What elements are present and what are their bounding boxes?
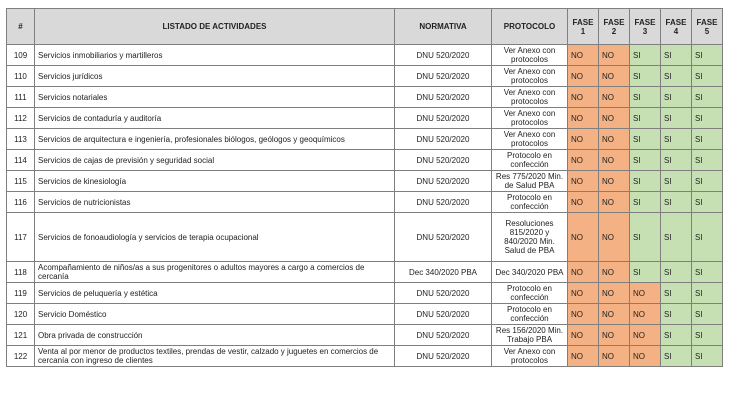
phase-status-cell: SI [692, 304, 723, 325]
activity-cell: Servicios jurídicos [35, 66, 395, 87]
normativa-cell: DNU 520/2020 [395, 304, 492, 325]
table-row [7, 192, 723, 213]
phase-status-cell: NO [630, 283, 661, 304]
phase-status-cell: SI [692, 108, 723, 129]
phase-status-cell: NO [568, 171, 599, 192]
normativa-cell: DNU 520/2020 [395, 45, 492, 66]
phase-status-cell: SI [692, 213, 723, 262]
table-row [7, 346, 723, 367]
activity-cell: Servicios de nutricionistas [35, 192, 395, 213]
phase-status-cell: NO [568, 45, 599, 66]
phase-status-cell: SI [630, 262, 661, 283]
col-header-normativa: NORMATIVA [395, 9, 492, 45]
table-row [7, 325, 723, 346]
row-number: 116 [7, 192, 35, 213]
col-header-num: # [7, 9, 35, 45]
phase-status-cell: NO [599, 108, 630, 129]
normativa-cell: DNU 520/2020 [395, 213, 492, 262]
activities-table-container [6, 8, 723, 367]
phase-status-cell: SI [661, 87, 692, 108]
col-header-activities: LISTADO DE ACTIVIDADES [35, 9, 395, 45]
phase-status-cell: NO [630, 304, 661, 325]
table-row [7, 171, 723, 192]
activity-cell: Acompañamiento de niños/as a sus progenitores o adultos mayores a cargo a comercios de cercanía [35, 262, 395, 283]
phase-status-cell: NO [568, 66, 599, 87]
phase-status-cell: SI [661, 325, 692, 346]
phase-status-cell: NO [568, 304, 599, 325]
row-number: 114 [7, 150, 35, 171]
normativa-cell: DNU 520/2020 [395, 129, 492, 150]
normativa-cell: DNU 520/2020 [395, 283, 492, 304]
col-header-fase-5: FASE 5 [692, 9, 723, 45]
activity-cell: Servicios de arquitectura e ingeniería, profesionales biólogos, geólogos y geoquímicos [35, 129, 395, 150]
row-number: 115 [7, 171, 35, 192]
table-row [7, 129, 723, 150]
phase-status-cell: SI [692, 129, 723, 150]
phase-status-cell: SI [661, 45, 692, 66]
phase-status-cell: SI [661, 192, 692, 213]
col-header-fase-1: FASE 1 [568, 9, 599, 45]
row-number: 122 [7, 346, 35, 367]
normativa-cell: DNU 520/2020 [395, 192, 492, 213]
normativa-cell: Dec 340/2020 PBA [395, 262, 492, 283]
activities-table [6, 8, 723, 367]
protocolo-cell: Res 156/2020 Min. Trabajo PBA [492, 325, 568, 346]
phase-status-cell: SI [692, 171, 723, 192]
protocolo-cell: Protocolo en confección [492, 304, 568, 325]
table-row [7, 283, 723, 304]
protocolo-cell: Ver Anexo con protocolos [492, 346, 568, 367]
protocolo-cell: Dec 340/2020 PBA [492, 262, 568, 283]
normativa-cell: DNU 520/2020 [395, 325, 492, 346]
phase-status-cell: NO [599, 346, 630, 367]
phase-status-cell: NO [599, 283, 630, 304]
header-row [7, 9, 723, 45]
activity-cell: Servicios de kinesiología [35, 171, 395, 192]
phase-status-cell: SI [661, 108, 692, 129]
phase-status-cell: SI [692, 262, 723, 283]
phase-status-cell: NO [630, 346, 661, 367]
phase-status-cell: NO [599, 45, 630, 66]
activity-cell: Servicios de fonoaudiología y servicios de terapia ocupacional [35, 213, 395, 262]
normativa-cell: DNU 520/2020 [395, 108, 492, 129]
table-row [7, 150, 723, 171]
table-row [7, 213, 723, 262]
normativa-cell: DNU 520/2020 [395, 171, 492, 192]
normativa-cell: DNU 520/2020 [395, 66, 492, 87]
protocolo-cell: Protocolo en confección [492, 192, 568, 213]
normativa-cell: DNU 520/2020 [395, 346, 492, 367]
phase-status-cell: NO [568, 213, 599, 262]
normativa-cell: DNU 520/2020 [395, 150, 492, 171]
table-row [7, 262, 723, 283]
row-number: 112 [7, 108, 35, 129]
phase-status-cell: SI [661, 213, 692, 262]
phase-status-cell: NO [599, 325, 630, 346]
table-row [7, 45, 723, 66]
activity-cell: Servicios de contaduría y auditoría [35, 108, 395, 129]
phase-status-cell: SI [692, 87, 723, 108]
phase-status-cell: NO [599, 150, 630, 171]
row-number: 118 [7, 262, 35, 283]
phase-status-cell: NO [599, 213, 630, 262]
phase-status-cell: NO [599, 87, 630, 108]
phase-status-cell: SI [630, 213, 661, 262]
phase-status-cell: SI [630, 45, 661, 66]
phase-status-cell: SI [692, 192, 723, 213]
phase-status-cell: SI [661, 150, 692, 171]
phase-status-cell: NO [568, 346, 599, 367]
protocolo-cell: Res 775/2020 Min. de Salud PBA [492, 171, 568, 192]
phase-status-cell: SI [630, 192, 661, 213]
phase-status-cell: SI [692, 150, 723, 171]
phase-status-cell: SI [661, 346, 692, 367]
activity-cell: Servicio Doméstico [35, 304, 395, 325]
phase-status-cell: NO [568, 150, 599, 171]
activity-cell: Obra privada de construcción [35, 325, 395, 346]
row-number: 110 [7, 66, 35, 87]
phase-status-cell: NO [599, 66, 630, 87]
col-header-fase-2: FASE 2 [599, 9, 630, 45]
phase-status-cell: NO [630, 325, 661, 346]
activity-cell: Servicios inmobiliarios y martilleros [35, 45, 395, 66]
activity-cell: Servicios de cajas de previsión y seguridad social [35, 150, 395, 171]
phase-status-cell: SI [630, 87, 661, 108]
phase-status-cell: SI [630, 171, 661, 192]
phase-status-cell: SI [661, 304, 692, 325]
protocolo-cell: Ver Anexo con protocolos [492, 66, 568, 87]
row-number: 111 [7, 87, 35, 108]
phase-status-cell: SI [630, 150, 661, 171]
row-number: 120 [7, 304, 35, 325]
phase-status-cell: NO [568, 325, 599, 346]
phase-status-cell: NO [568, 283, 599, 304]
phase-status-cell: SI [630, 66, 661, 87]
phase-status-cell: NO [568, 262, 599, 283]
phase-status-cell: NO [568, 129, 599, 150]
phase-status-cell: SI [661, 171, 692, 192]
phase-status-cell: NO [599, 262, 630, 283]
table-body [7, 45, 723, 367]
protocolo-cell: Ver Anexo con protocolos [492, 129, 568, 150]
phase-status-cell: NO [599, 129, 630, 150]
phase-status-cell: SI [630, 108, 661, 129]
table-row [7, 304, 723, 325]
phase-status-cell: NO [568, 87, 599, 108]
phase-status-cell: SI [661, 283, 692, 304]
protocolo-cell: Ver Anexo con protocolos [492, 45, 568, 66]
phase-status-cell: SI [692, 45, 723, 66]
table-row [7, 108, 723, 129]
phase-status-cell: NO [599, 171, 630, 192]
col-header-fase-3: FASE 3 [630, 9, 661, 45]
activity-cell: Servicios notariales [35, 87, 395, 108]
phase-status-cell: SI [692, 325, 723, 346]
activity-cell: Venta al por menor de productos textiles, prendas de vestir, calzado y juguetes en comercios de cercanía con ingreso de clientes [35, 346, 395, 367]
phase-status-cell: SI [661, 129, 692, 150]
phase-status-cell: SI [692, 283, 723, 304]
phase-status-cell: SI [692, 346, 723, 367]
phase-status-cell: NO [568, 192, 599, 213]
phase-status-cell: SI [661, 262, 692, 283]
phase-status-cell: NO [599, 192, 630, 213]
phase-status-cell: SI [661, 66, 692, 87]
row-number: 109 [7, 45, 35, 66]
row-number: 119 [7, 283, 35, 304]
row-number: 113 [7, 129, 35, 150]
phase-status-cell: SI [692, 66, 723, 87]
protocolo-cell: Resoluciones 815/2020 y 840/2020 Min. Salud de PBA [492, 213, 568, 262]
table-row [7, 87, 723, 108]
phase-status-cell: NO [568, 108, 599, 129]
protocolo-cell: Protocolo en confección [492, 283, 568, 304]
activity-cell: Servicios de peluquería y estética [35, 283, 395, 304]
normativa-cell: DNU 520/2020 [395, 87, 492, 108]
table-row [7, 66, 723, 87]
row-number: 121 [7, 325, 35, 346]
phase-status-cell: NO [599, 304, 630, 325]
protocolo-cell: Ver Anexo con protocolos [492, 87, 568, 108]
col-header-fase-4: FASE 4 [661, 9, 692, 45]
protocolo-cell: Ver Anexo con protocolos [492, 108, 568, 129]
col-header-protocolo: PROTOCOLO [492, 9, 568, 45]
protocolo-cell: Protocolo en confección [492, 150, 568, 171]
phase-status-cell: SI [630, 129, 661, 150]
row-number: 117 [7, 213, 35, 262]
